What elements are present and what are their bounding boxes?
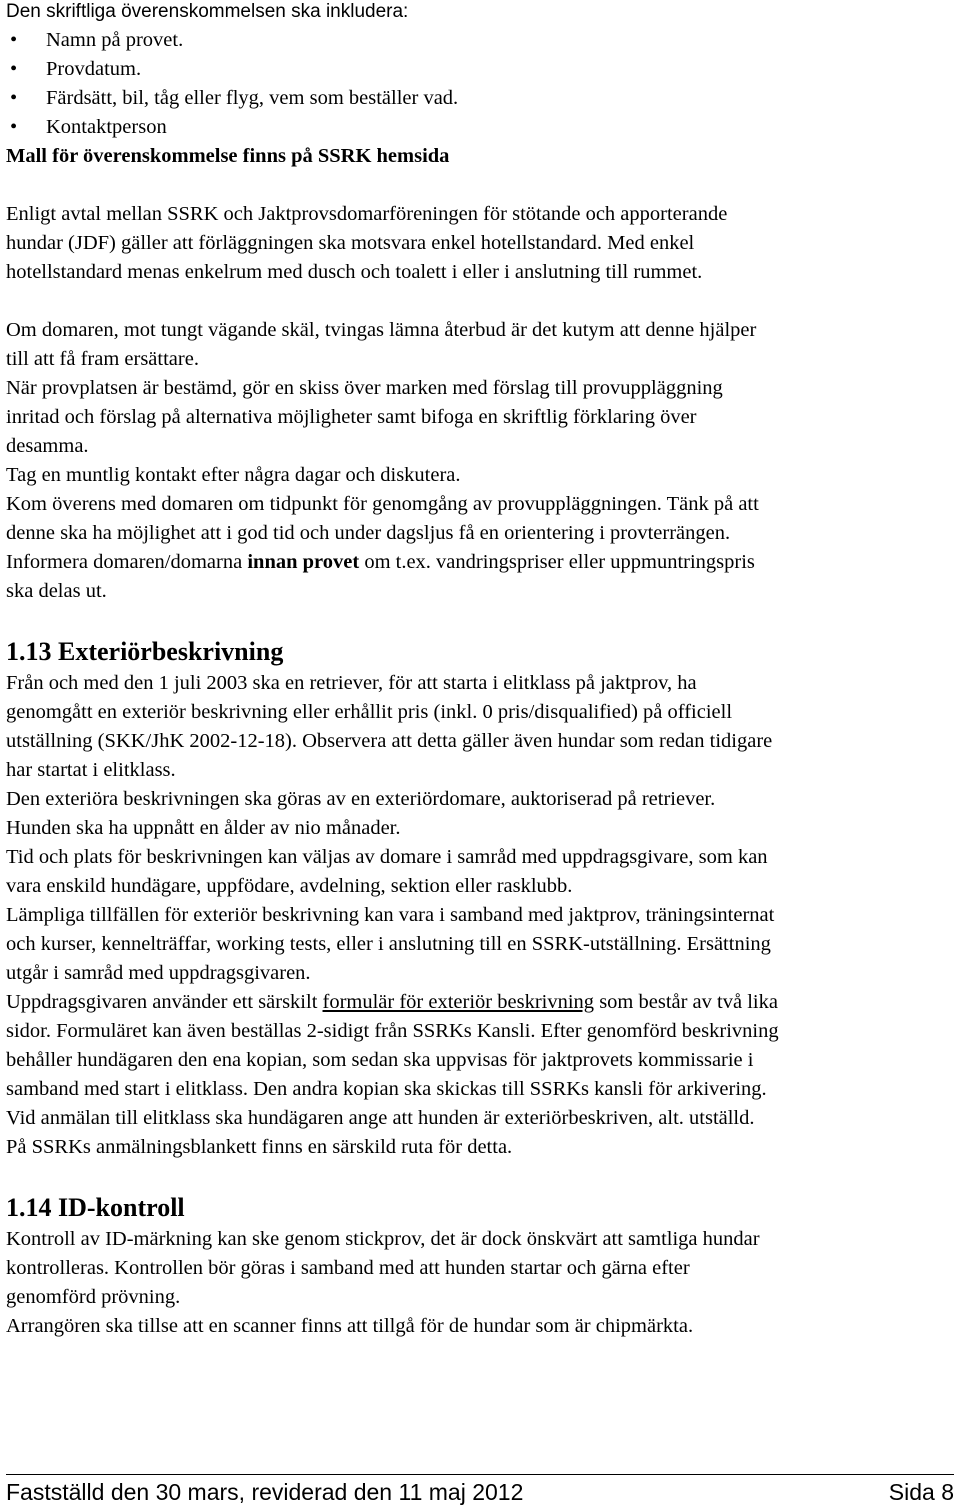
document-page bbox=[6, 0, 956, 1341]
section-title-1-13: 1.13 Exteriörbeskrivning bbox=[6, 637, 284, 666]
page-number: Sida 8 bbox=[888, 1479, 954, 1505]
emphasis-before-test: innan provet bbox=[247, 551, 360, 573]
bullet-item: • Kontaktperson bbox=[6, 113, 956, 142]
section-1-14-body: Kontroll av ID-märkning kan ske genom stickprov, det är dock önskvärt att samtliga hundar kontrolleras. Kontrollen bör göras i samband med att hunden startar och gärna efter genomförd prövning. Arrangören ska tillse att en scanner finns att tillgå för de hundar som är chipmärkta. bbox=[6, 1228, 760, 1337]
intro-heading: Den skriftliga överenskommelsen ska inkludera: bbox=[6, 1, 409, 22]
template-note: Mall för överenskommelse finns på SSRK hemsida bbox=[6, 145, 450, 167]
section-title-1-14: 1.14 ID-kontroll bbox=[6, 1193, 185, 1222]
exterior-form-link[interactable]: formulär för exteriör beskrivning bbox=[322, 991, 595, 1013]
bullet-icon: • bbox=[10, 87, 18, 109]
venue-paragraph: När provplatsen är bestämd, gör en skiss över marken med förslag till provuppläggning inritad och förslag på alternativa möjligheter samt bifoga en skriftlig förklaring över desamma. Tag en muntlig kontakt efter några dagar och diskutera. Kom överens med domaren om tidpunkt för genomgång av provuppläggningen. Tänk på att denne ska ha möjlighet att i god tid och under dagsljus få en orientering i provterrängen. Informera domaren/domarna innan provet om t.ex. vandringspriser eller uppmuntringspris ska delas ut. bbox=[6, 377, 759, 602]
bullet-item: • Provdatum. bbox=[6, 55, 956, 84]
judge-paragraph: Om domaren, mot tungt vägande skäl, tvingas lämna återbud är det kutym att denne hjälper till att få fram ersättare. bbox=[6, 319, 757, 370]
bullet-icon: • bbox=[10, 29, 18, 51]
page-footer bbox=[6, 1474, 954, 1507]
bullet-item: • Namn på provet. bbox=[6, 26, 956, 55]
bullet-icon: • bbox=[10, 116, 18, 138]
footer-date: Fastställd den 30 mars, reviderad den 11 maj 2012 bbox=[6, 1479, 524, 1505]
agreement-paragraph: Enligt avtal mellan SSRK och Jaktprovsdomarföreningen för stötande och apporterande hundar (JDF) gäller att förläggningen ska motsvara enkel hotellstandard. Med enkel hotellstandard menas enkelrum med dusch och toalett i eller i anslutning till rummet. bbox=[6, 203, 728, 283]
bullet-icon: • bbox=[10, 58, 18, 80]
section-1-13-body: Från och med den 1 juli 2003 ska en retriever, för att starta i elitklass på jaktprov, ha genomgått en exteriör beskrivning eller erhållit pris (inkl. 0 pris/disqualified) på officiell utställning (SKK/JhK 2002-12-18). Observera att detta gäller även hundar som redan tidigare har startat i elitklass. Den exteriöra beskrivningen ska göras av en exteriördomare, auktoriserad på retriever. Hunden ska ha uppnått en ålder av nio månader. Tid och plats för beskrivningen kan väljas av domare i samråd med uppdragsgivare, som kan vara enskild hundägare, uppfödare, avdelning, sektion eller rasklubb. Lämpliga tillfällen för exteriör beskrivning kan vara i samband med jaktprov, träningsinternat och kurser, kennelträffar, working tests, eller i anslutning till en SSRK-utställning. Ersättning utgår i samråd med uppdragsgivaren. Uppdragsgivaren använder ett särskilt formulär för exteriör beskrivning som består av två lika sidor. Formuläret kan även beställas 2-sidigt från SSRKs Kansli. Efter genomförd beskrivning behåller hundägaren den ena kopian, som sedan ska uppvisas för jaktprovets kommissarie i samband med start i elitklass. Den andra kopian ska skickas till SSRKs kansli för arkivering. Vid anmälan till elitklass ska hundägaren ange att hunden är exteriörbeskriven, alt. utställd. På SSRKs anmälningsblankett finns en särskild ruta för detta. bbox=[6, 672, 779, 1158]
bullet-item: • Färdsätt, bil, tåg eller flyg, vem som beställer vad. bbox=[6, 84, 956, 113]
